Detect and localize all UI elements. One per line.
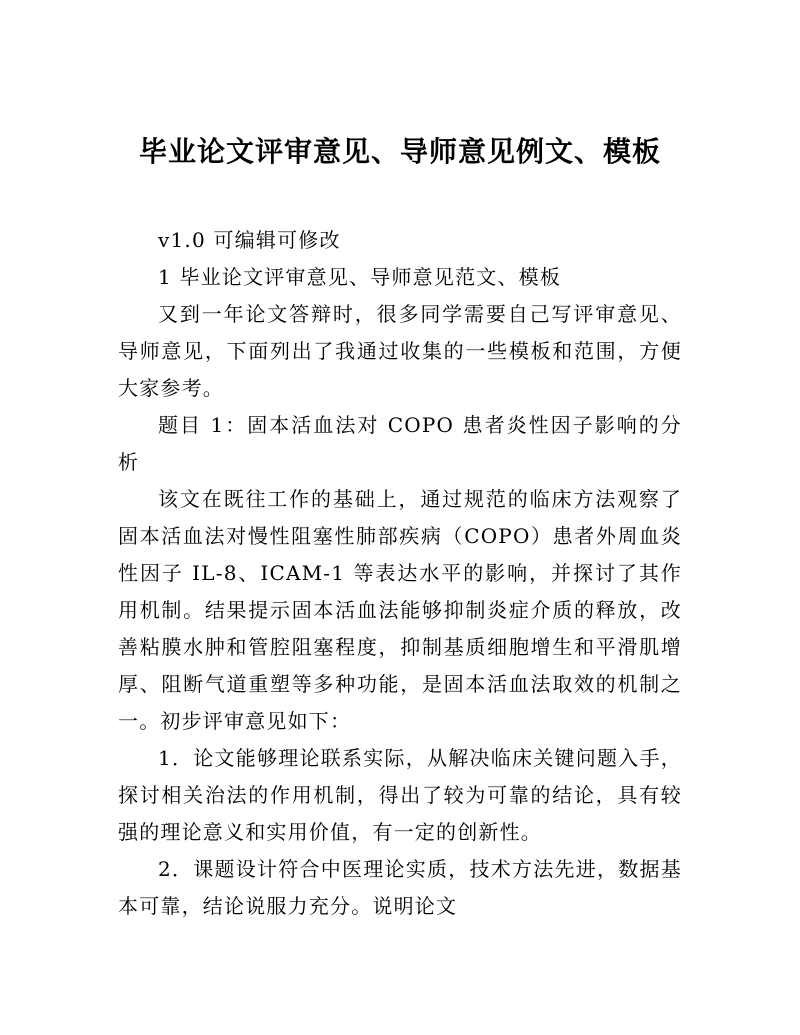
version-line: v1.0 可编辑可修改 — [158, 228, 341, 252]
document-body — [118, 222, 682, 925]
review-paragraph: 该文在既往工作的基础上，通过规范的临床方法观察了固本活血法对慢性阻塞性肺部疾病（COPO）患者外周血炎性因子 IL-8、ICAM-1 等表达水平的影响，并探讨了其作用机制。结果提示固本活血法能够抑制炎症介质的释放，改善粘膜水肿和管腔阻塞程度，抑制基质细胞增生和平滑肌增厚、阻断气道重塑等多种功能，是固本活血法取效的机制之一。初步评审意见如下： — [118, 487, 682, 733]
opinion-item-1: 1．论文能够理论联系实际，从解决临床关键问题入手，探讨相关治法的作用机制，得出了较为可靠的结论，具有较强的理论意义和实用价值，有一定的创新性。 — [118, 746, 682, 844]
section-heading: 1 毕业论文评审意见、导师意见范文、模板 — [158, 265, 562, 289]
opinion-item-2: 2．课题设计符合中医理论实质，技术方法先进，数据基本可靠，结论说服力充分。说明论文 — [118, 857, 682, 918]
intro-paragraph: 又到一年论文答辩时，很多同学需要自己写评审意见、导师意见，下面列出了我通过收集的一些模板和范围，方便大家参考。 — [118, 302, 682, 400]
topic-heading: 题目 1：固本活血法对 COPO 患者炎性因子影响的分析 — [118, 413, 682, 474]
document-title: 毕业论文评审意见、导师意见例文、模板 — [138, 135, 661, 168]
